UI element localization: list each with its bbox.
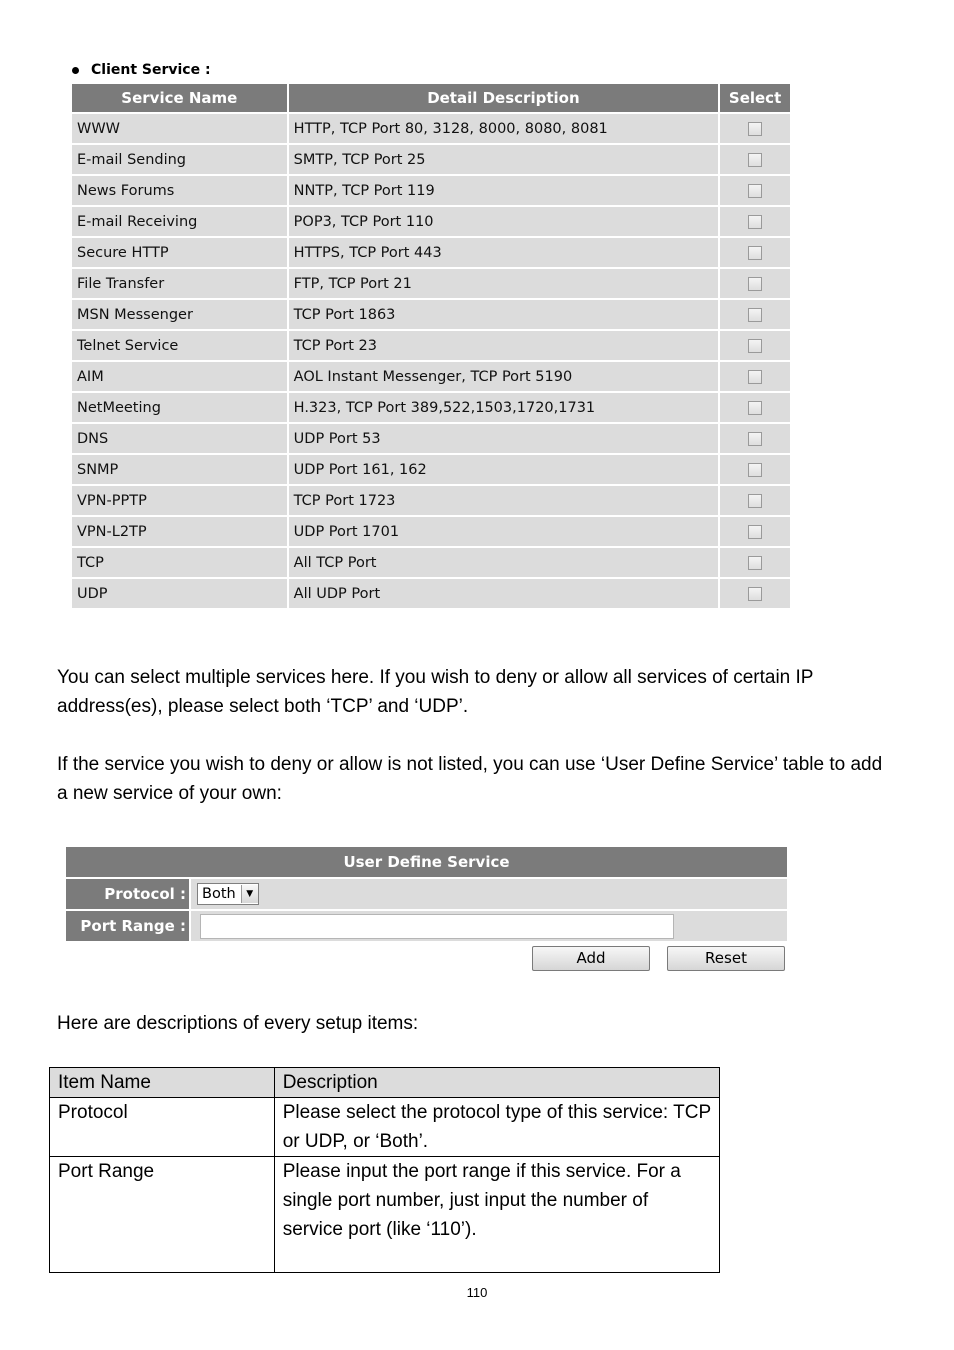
table-row <box>72 176 790 205</box>
client-service-table <box>70 82 792 610</box>
service-name: MSN Messenger <box>72 300 287 329</box>
select-checkbox[interactable] <box>748 463 762 477</box>
select-checkbox[interactable] <box>748 184 762 198</box>
column-header-item-name: Item Name <box>50 1068 275 1098</box>
bullet-icon <box>72 67 79 74</box>
service-name: WWW <box>72 114 287 143</box>
column-header-detail-description: Detail Description <box>289 84 718 112</box>
table-row <box>72 269 790 298</box>
client-service-heading <box>72 62 211 78</box>
protocol-select[interactable] <box>197 883 259 905</box>
select-checkbox[interactable] <box>748 215 762 229</box>
service-description: UDP Port 161, 162 <box>289 455 718 484</box>
select-checkbox[interactable] <box>748 246 762 260</box>
service-description: All UDP Port <box>289 579 718 608</box>
item-description: Please input the port range if this service. For a single port number, just input the number of service port (like ‘110’). <box>274 1157 719 1273</box>
table-row <box>72 548 790 577</box>
select-checkbox[interactable] <box>748 401 762 415</box>
service-description: HTTPS, TCP Port 443 <box>289 238 718 267</box>
table-row <box>72 455 790 484</box>
reset-button[interactable]: Reset <box>667 946 785 971</box>
column-header-select: Select <box>720 84 790 112</box>
table-row <box>72 207 790 236</box>
chevron-down-icon[interactable]: ▼ <box>241 885 258 903</box>
table-row <box>72 300 790 329</box>
select-checkbox[interactable] <box>748 587 762 601</box>
user-define-service-title: User Define Service <box>66 847 787 877</box>
table-row <box>72 579 790 608</box>
paragraph-multiple-services: You can select multiple services here. If you wish to deny or allow all services of certain IP address(es), please select both ‘TCP’ and ‘UDP’. <box>57 667 814 717</box>
service-name: Telnet Service <box>72 331 287 360</box>
service-name: Secure HTTP <box>72 238 287 267</box>
service-name: E-mail Receiving <box>72 207 287 236</box>
table-row <box>72 517 790 546</box>
service-description: UDP Port 1701 <box>289 517 718 546</box>
select-checkbox[interactable] <box>748 494 762 508</box>
item-name: Protocol <box>50 1098 275 1157</box>
paragraph-user-define: If the service you wish to deny or allow is not listed, you can use ‘User Define Service’ table to add a new service of your own: <box>57 754 883 804</box>
select-checkbox[interactable] <box>748 370 762 384</box>
service-description: TCP Port 1863 <box>289 300 718 329</box>
protocol-label: Protocol : <box>66 879 189 909</box>
service-name: SNMP <box>72 455 287 484</box>
service-name: VPN-PPTP <box>72 486 287 515</box>
description-table <box>49 1067 720 1273</box>
table-row <box>72 486 790 515</box>
table-row <box>72 424 790 453</box>
client-service-title: Client Service : <box>91 62 211 78</box>
port-range-row <box>66 911 787 941</box>
protocol-row <box>66 879 787 909</box>
paragraph-descriptions-intro: Here are descriptions of every setup items: <box>57 1013 419 1034</box>
add-button[interactable]: Add <box>532 946 650 971</box>
service-description: FTP, TCP Port 21 <box>289 269 718 298</box>
service-description: HTTP, TCP Port 80, 3128, 8000, 8080, 8081 <box>289 114 718 143</box>
table-row <box>72 362 790 391</box>
service-description: POP3, TCP Port 110 <box>289 207 718 236</box>
service-name: VPN-L2TP <box>72 517 287 546</box>
select-checkbox[interactable] <box>748 122 762 136</box>
item-description: Please select the protocol type of this service: TCP or UDP, or ‘Both’. <box>274 1098 719 1157</box>
service-name: News Forums <box>72 176 287 205</box>
service-description: All TCP Port <box>289 548 718 577</box>
service-description: H.323, TCP Port 389,522,1503,1720,1731 <box>289 393 718 422</box>
table-row <box>72 238 790 267</box>
select-checkbox[interactable] <box>748 339 762 353</box>
service-name: UDP <box>72 579 287 608</box>
service-description: UDP Port 53 <box>289 424 718 453</box>
select-checkbox[interactable] <box>748 308 762 322</box>
select-checkbox[interactable] <box>748 556 762 570</box>
service-description: NNTP, TCP Port 119 <box>289 176 718 205</box>
service-name: NetMeeting <box>72 393 287 422</box>
port-range-label: Port Range : <box>66 911 189 941</box>
service-description: TCP Port 23 <box>289 331 718 360</box>
column-header-description: Description <box>274 1068 719 1098</box>
select-checkbox[interactable] <box>748 525 762 539</box>
select-checkbox[interactable] <box>748 432 762 446</box>
service-description: TCP Port 1723 <box>289 486 718 515</box>
port-range-input[interactable] <box>200 914 674 939</box>
table-row <box>50 1157 720 1273</box>
service-name: E-mail Sending <box>72 145 287 174</box>
page-number: 110 <box>466 1285 488 1300</box>
select-checkbox[interactable] <box>748 277 762 291</box>
service-name: TCP <box>72 548 287 577</box>
table-row <box>72 393 790 422</box>
protocol-selected-value: Both <box>202 886 236 902</box>
table-row <box>72 331 790 360</box>
table-row <box>50 1098 720 1157</box>
select-checkbox[interactable] <box>748 153 762 167</box>
service-name: File Transfer <box>72 269 287 298</box>
service-description: AOL Instant Messenger, TCP Port 5190 <box>289 362 718 391</box>
service-name: AIM <box>72 362 287 391</box>
column-header-service-name: Service Name <box>72 84 287 112</box>
table-row <box>72 114 790 143</box>
service-name: DNS <box>72 424 287 453</box>
table-header-row <box>72 84 790 112</box>
table-row <box>72 145 790 174</box>
user-define-service-panel <box>66 847 787 941</box>
item-name: Port Range <box>50 1157 275 1273</box>
description-header-row <box>50 1068 720 1098</box>
service-description: SMTP, TCP Port 25 <box>289 145 718 174</box>
